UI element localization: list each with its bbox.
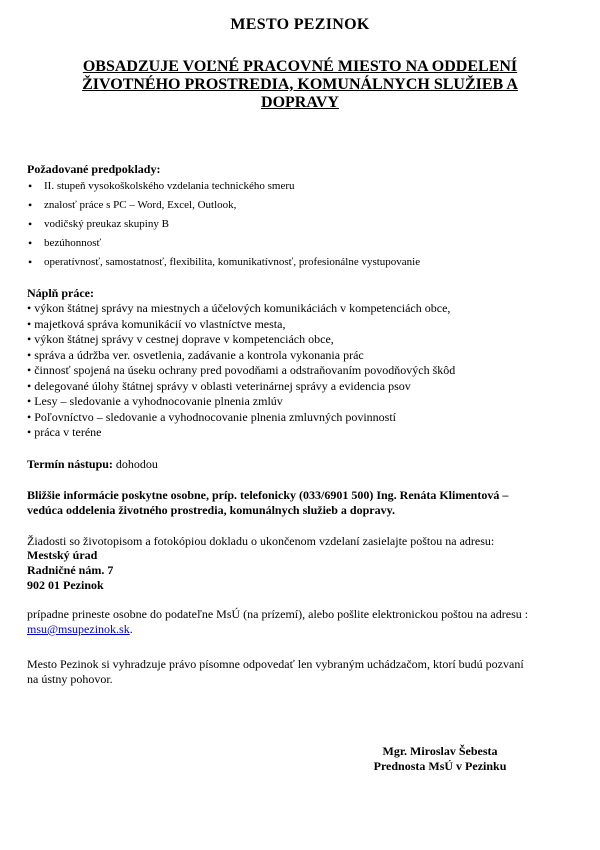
signatory-title: Prednosta MsÚ v Pezinku — [373, 759, 507, 773]
requirement-item: • bezúhonnosť — [27, 234, 420, 253]
signature-block — [340, 744, 540, 774]
address-line: Radničné nám. 7 — [27, 563, 114, 577]
duty-item: • činnosť spojená na úseku ochrany pred povodňami a odstraňovaním povodňových škôd — [27, 363, 455, 379]
duties-list — [27, 301, 455, 441]
requirement-item: • vodičský preukaz skupiny B — [27, 215, 420, 234]
job-heading — [40, 58, 560, 112]
alternative-submission — [27, 607, 577, 637]
contact-info-line: vedúca oddelenia životného prostredia, komunálnych služieb a dopravy. — [27, 503, 395, 517]
duty-item: • majetková správa komunikácií vo vlastníctve mesta, — [27, 317, 455, 333]
signatory-name: Mgr. Miroslav Šebesta — [382, 744, 498, 758]
heading-line: DOPRAVY — [261, 94, 339, 111]
duty-item: • výkon štátnej správy na miestnych a účelových komunikáciách v kompetenciách obce, — [27, 301, 455, 317]
requirement-item: • znalosť práce s PC – Word, Excel, Outlook, — [27, 196, 420, 215]
duty-item: • Lesy – sledovanie a vyhodnocovanie plnenia zmlúv — [27, 394, 455, 410]
start-label: Termín nástupu: — [27, 457, 113, 471]
requirements-label: Požadované predpoklady: — [27, 162, 161, 176]
duty-item: • správa a údržba ver. osvetlenia, zadávanie a kontrola vykonania prác — [27, 348, 455, 364]
start-value: dohodou — [112, 457, 158, 471]
duties-label: Náplň práce: — [27, 286, 94, 300]
address-line: Mestský úrad — [27, 548, 98, 562]
email-line — [27, 622, 577, 637]
duty-item: • delegované úlohy štátnej správy v oblasti veterinárnej správy a evidencia psov — [27, 379, 455, 395]
requirements-list — [27, 177, 420, 272]
contact-info — [27, 488, 577, 518]
address-line: 902 01 Pezinok — [27, 578, 104, 592]
contact-info-line: Bližšie informácie poskytne osobne, príp. telefonicky (033/6901 500) Ing. Renáta Klimentová – — [27, 488, 509, 502]
email-suffix: . — [129, 622, 133, 636]
application-instructions: Žiadosti so životopisom a fotokópiou dokladu o ukončenom vzdelaní zasielajte poštou na adresu: — [27, 534, 495, 548]
heading-line: OBSADZUJE VOĽNÉ PRACOVNÉ MIESTO NA ODDELENÍ — [82, 58, 518, 75]
requirement-item: • operatívnosť, samostatnosť, flexibilita, komunikatívnosť, profesionálne vystupovanie — [27, 253, 420, 272]
duty-item: • Poľovníctvo – sledovanie a vyhodnocovanie plnenia zmluvných povinností — [27, 410, 455, 426]
start-date — [27, 457, 577, 472]
reservation-line: Mesto Pezinok si vyhradzuje právo písomne odpovedať len vybraným uchádzačom, ktorí budú pozvaní — [27, 657, 524, 671]
heading-line: ŽIVOTNÉHO PROSTREDIA, KOMUNÁLNYCH SLUŽIEB A — [82, 76, 518, 93]
reservation-note — [27, 657, 577, 687]
reservation-line: na ústny pohovor. — [27, 672, 113, 686]
duty-item: • práca v teréne — [27, 425, 455, 441]
alternative-line: prípadne prineste osobne do podateľne MsÚ (na prízemí), alebo pošlite elektronickou poštou na adresu : — [27, 607, 529, 621]
postal-address — [27, 548, 577, 593]
duty-item: • výkon štátnej správy v cestnej doprave v kompetenciách obce, — [27, 332, 455, 348]
page-title: MESTO PEZINOK — [230, 16, 370, 33]
requirement-item: • II. stupeň vysokoškolského vzdelania technického smeru — [27, 177, 420, 196]
email-link[interactable]: msu@msupezinok.sk — [27, 622, 130, 636]
